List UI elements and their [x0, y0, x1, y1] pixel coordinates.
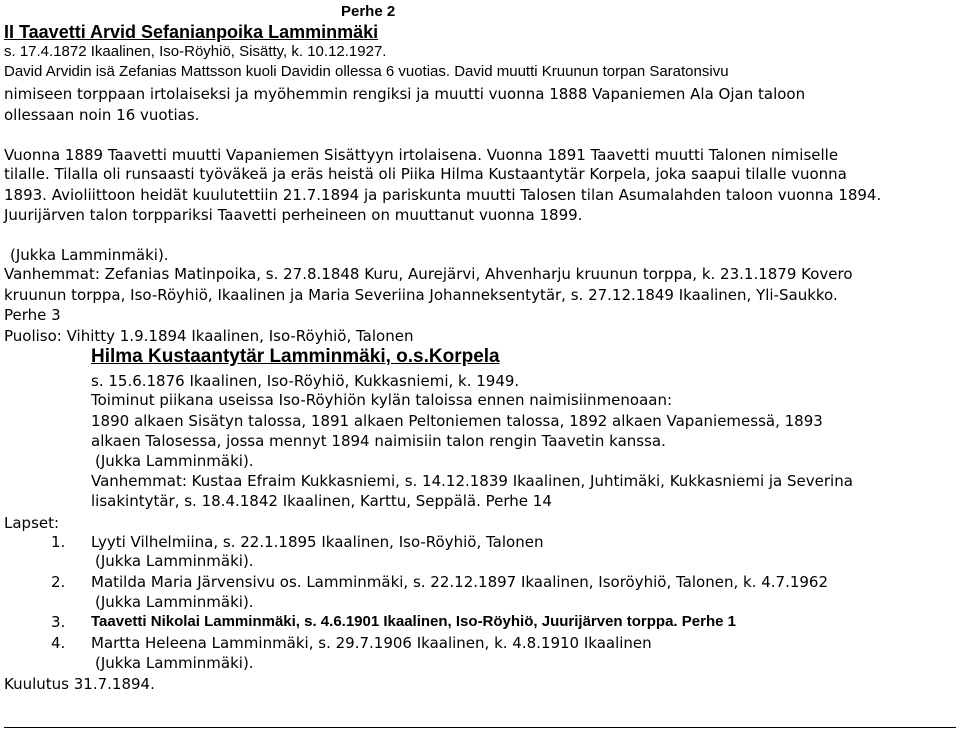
bottom-divider — [4, 727, 956, 728]
child-number: 4. — [51, 634, 66, 652]
children-label: Lapset: — [4, 514, 60, 532]
marriage-line: Puoliso: Vihitty 1.9.1894 Ikaalinen, Iso-Röyhiö, Talonen — [4, 327, 414, 345]
family-reference: Perhe 3 — [4, 306, 61, 324]
source-credit: (Jukka Lamminmäki). — [95, 654, 254, 672]
child-entry: Martta Heleena Lamminmäki, s. 29.7.1906 Ikaalinen, k. 4.8.1910 Ikaalinen — [91, 634, 652, 652]
parents-line: kruunun torppa, Iso-Röyhiö, Ikaalinen ja Maria Severiina Johanneksentytär, s. 27.12.1849 Ikaalinen, Yli-Saukko. — [4, 286, 838, 304]
spouse-name: Hilma Kustaantytär Lamminmäki, o.s.Korpela — [91, 346, 500, 367]
spouse-bio-line: Toiminut piikana useissa Iso-Röyhiön kylän taloissa ennen naimisiinmenoaan: — [91, 391, 673, 409]
child-number: 2. — [51, 573, 66, 591]
birth-death-line: s. 17.4.1872 Ikaalinen, Iso-Röyhiö, Sisätty, k. 10.12.1927. — [4, 43, 387, 60]
source-credit: (Jukka Lamminmäki). — [95, 552, 254, 570]
child-entry: Matilda Maria Järvensivu os. Lamminmäki, s. 22.12.1897 Ikaalinen, Isoröyhiö, Talonen, k. 4.7.1962 — [91, 573, 829, 591]
person-heading: II Taavetti Arvid Sefanianpoika Lamminmäki — [4, 22, 379, 42]
spouse-parents-line: lisakintytär, s. 18.4.1842 Ikaalinen, Karttu, Seppälä. Perhe 14 — [91, 492, 552, 510]
spouse-bio-line: 1890 alkaen Sisätyn talossa, 1891 alkaen Peltoniemen talossa, 1892 alkaen Vapaniemessä, 1893 — [91, 412, 823, 430]
story-line: 1893. Avioliittoon heidät kuulutettiin 21.7.1894 ja pariskunta muutti Talosen tilan Asumalahden taloon vuonna 1894. — [4, 186, 882, 204]
spouse-parents-line: Vanhemmat: Kustaa Efraim Kukkasniemi, s. 14.12.1839 Ikaalinen, Juhtimäki, Kukkasniemi ja Severina — [91, 472, 853, 490]
bio-line: nimiseen torppaan irtolaiseksi ja myöhemmin rengiksi ja muutti vuonna 1888 Vapaniemen Ala Ojan taloon — [4, 85, 806, 103]
source-credit: (Jukka Lamminmäki). — [10, 246, 169, 264]
child-entry: Lyyti Vilhelmiina, s. 22.1.1895 Ikaalinen, Iso-Röyhiö, Talonen — [91, 533, 544, 551]
child-number: 3. — [51, 613, 66, 631]
story-line: tilalle. Tilalla oli runsaasti työväkeä ja eräs heistä oli Piika Hilma Kustaantytär Korpela, joka saapui tilalle vuonna — [4, 165, 847, 183]
source-credit: (Jukka Lamminmäki). — [95, 593, 254, 611]
spouse-birth-line: s. 15.6.1876 Ikaalinen, Iso-Röyhiö, Kukkasniemi, k. 1949. — [91, 372, 520, 390]
bio-line: David Arvidin isä Zefanias Mattsson kuoli Davidin ollessa 6 vuotias. David muutti Kruunun torpan Saratonsivu — [4, 63, 729, 80]
story-line: Juurijärven talon torppariksi Taavetti perheineen on muuttanut vuonna 1899. — [4, 206, 583, 224]
page-label: Perhe 2 — [341, 3, 396, 20]
child-entry: Taavetti Nikolai Lamminmäki, s. 4.6.1901 Ikaalinen, Iso-Röyhiö, Juurijärven torppa. Perhe 1 — [91, 613, 736, 630]
spouse-bio-line: alkaen Talosessa, jossa mennyt 1894 naimisiin talon rengin Taavetin kanssa. — [91, 432, 666, 450]
parents-line: Vanhemmat: Zefanias Matinpoika, s. 27.8.1848 Kuru, Aurejärvi, Ahvenharju kruunun torppa, k. 23.1.1879 Kovero — [4, 265, 853, 283]
bio-line: ollessaan noin 16 vuotias. — [4, 106, 200, 124]
source-credit: (Jukka Lamminmäki). — [95, 452, 254, 470]
child-number: 1. — [51, 533, 66, 551]
story-line: Vuonna 1889 Taavetti muutti Vapaniemen Sisättyyn irtolaisena. Vuonna 1891 Taavetti muutti Talonen nimiselle — [4, 146, 839, 164]
banns-line: Kuulutus 31.7.1894. — [4, 675, 155, 693]
